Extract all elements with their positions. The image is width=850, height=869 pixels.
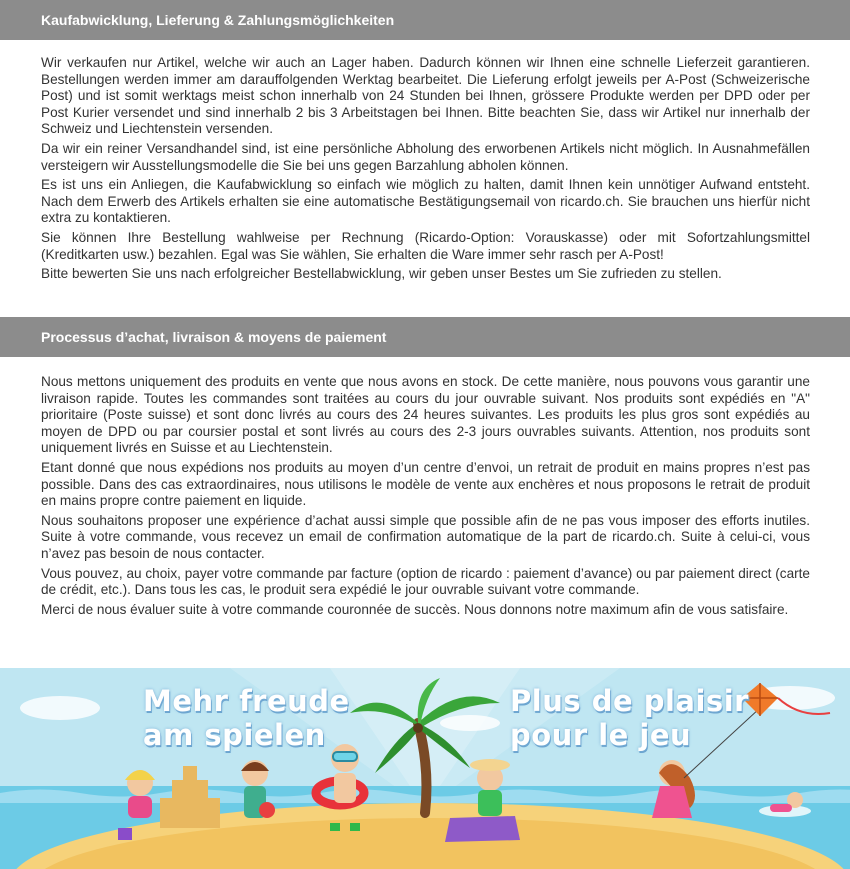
section-header-german [0, 0, 850, 40]
paragraph: Nous mettons uniquement des produits en vente que nous avons en stock. De cette manière, nous pouvons vous garantir une livraison rapide. Toutes les commandes sont traitées au cours du jour ouvrable suivant. Nos produits sont expédiés en "A" prioritaire (Poste suisse) et sont donc livrés au cours des 24 heures suivantes. Les produits les plus gros sont expédiés au moyen de DPD ou par coursier postal et sont livrés au cours des 2-3 jours ouvrables suivants. Attention, nos produits sont uniquement livrés en Suisse et au Liechtenstein. [41, 374, 810, 456]
slogan-french [510, 684, 749, 752]
slogan-line: Mehr freude [143, 684, 350, 718]
slogan-line: pour le jeu [510, 718, 692, 752]
section-header-french [0, 317, 850, 357]
beach-banner [0, 668, 850, 869]
paragraph: Wir verkaufen nur Artikel, welche wir auch an Lager haben. Dadurch können wir Ihnen eine schnelle Lieferzeit garantieren. Bestellungen werden immer am darauffolgenden Werktag bearbeitet. Die Lieferung erfolgt jeweils per A-Post (Schweizerische Post) und ist somit werktags meist schon innerhalb von 24 Stunden bei Ihnen, grössere Produkte werden per DPD oder per Post Kurier versendet und sind innerhalb 2 bis 3 Arbeitstagen bei Ihnen. Bitte beachten Sie, dass wir Artikel nur innerhalb der Schweiz und Liechtenstein versenden. [41, 55, 810, 137]
paragraph: Vous pouvez, au choix, payer votre commande par facture (option de ricardo : paiement d’avance) ou par paiement direct (carte de crédit, etc.). Dans tous les cas, le produit sera expédié le jour ouvrable suivant votre commande. [41, 565, 810, 598]
paragraph: Nous souhaitons proposer une expérience d’achat aussi simple que possible afin de ne pas vous imposer des efforts inutiles. Suite à votre commande, vous recevez un email de confirmation automatique de la part de ricardo.ch. Suite à celui-ci, vous n’avez pas besoin de nous contacter. [41, 512, 810, 561]
paragraph: Da wir ein reiner Versandhandel sind, ist eine persönliche Abholung des erworbenen Artikels nicht möglich. In Ausnahmefällen versteigern wir Ausstellungsmodelle die Sie bei uns gegen Barzahlung abholen können. [41, 140, 810, 173]
section-title-french: Processus d’achat, livraison & moyens de paiement [41, 329, 387, 345]
paragraph: Merci de nous évaluer suite à votre commande couronnée de succès. Nous donnons notre maximum afin de vous satisfaire. [41, 601, 789, 617]
paragraph: Es ist uns ein Anliegen, die Kaufabwicklung so einfach wie möglich zu halten, damit Ihnen kein unnötiger Aufwand entsteht. Nach dem Erwerb des Artikels erhalten sie eine automatische Bestätigungsemail von ricardo.ch. Sie brauchen uns hierfür nicht extra zu kontaktieren. [41, 177, 810, 226]
section-title-german: Kaufabwicklung, Lieferung & Zahlungsmöglichkeiten [41, 12, 395, 28]
slogan-line: Plus de plaisir [510, 684, 749, 718]
section-body-german [0, 40, 850, 317]
paragraph: Sie können Ihre Bestellung wahlweise per Rechnung (Ricardo-Option: Vorauskasse) oder mit Sofortzahlungsmittel (Kreditkarten usw.) bezahlen. Egal was Sie wählen, Sie erhalten die Ware immer sehr rasch per A-Post! [41, 229, 810, 262]
paragraph: Bitte bewerten Sie uns nach erfolgreicher Bestellabwicklung, wir geben unser Bestes um Sie zufrieden zu stellen. [41, 266, 722, 282]
slogan-german [143, 684, 350, 752]
section-body-french [0, 357, 850, 668]
slogan-line: am spielen [143, 718, 326, 752]
paragraph: Etant donné que nous expédions nos produits au moyen d’un centre d’envoi, un retrait de produit en mains propres n’est pas possible. Dans des cas extraordinaires, nous utilisons le modèle de vente aux enchères et nous proposons le retrait de produit en mains propre contre paiement en liquide. [41, 459, 810, 509]
